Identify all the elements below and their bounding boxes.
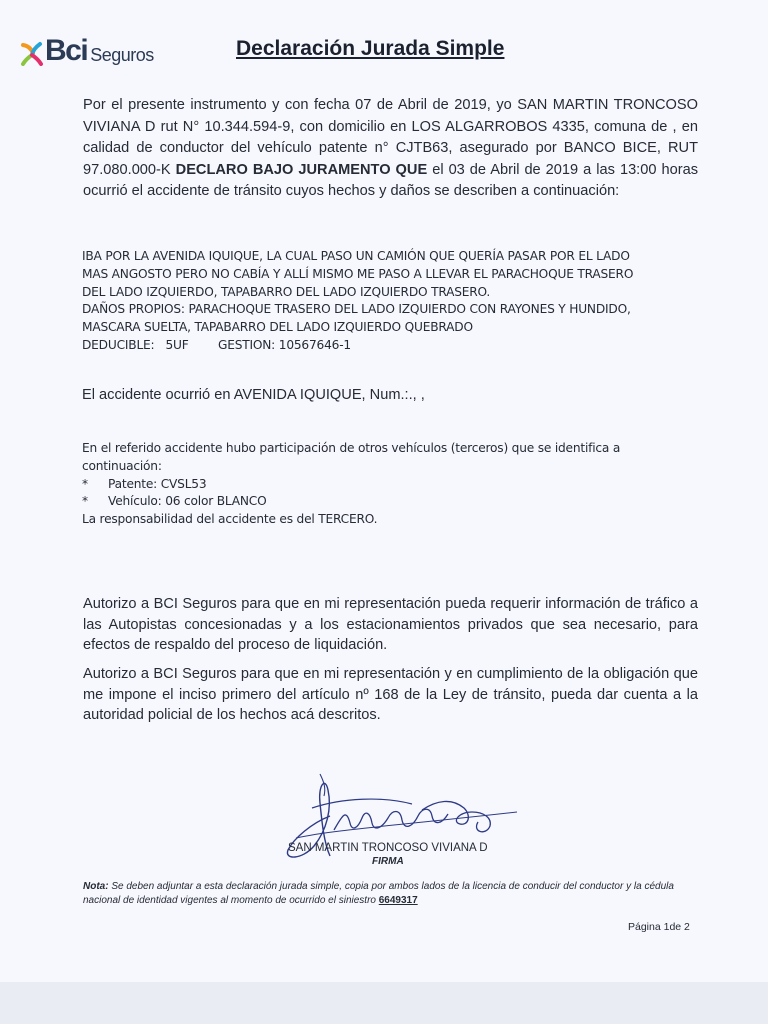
accident-narrative	[82, 248, 702, 355]
narrative-line: MASCARA SUELTA, TAPABARRO DEL LADO IZQUIERDO QUEBRADO	[82, 320, 473, 335]
authorization-paragraph-1: Autorizo a BCI Seguros para que en mi representación pueda requerir información de tráfico a las Autopistas concesionadas y a los estacionamientos privados que sea necesario, para efectos de respaldo del proceso de liquidación.	[83, 596, 698, 653]
narrative-line: DEDUCIBLE: 5UF GESTION: 10567646-1	[82, 337, 351, 352]
note-text: Se deben adjuntar a esta declaración jurada simple, copia por ambos lados de la licencia de conducir del conductor y la cédula nacional de identidad vigentes al momento de ocurrido el siniestro	[83, 881, 674, 906]
logo-product-text: Seguros	[90, 45, 154, 65]
third-party-section	[82, 440, 692, 529]
intro-text-2: el 03 de Abril de 2019 a las 13:00 horas ocurrió el accidente de tránsito cuyos hechos y daños se describen a continuación:	[83, 161, 698, 199]
bci-seguros-logo	[20, 32, 154, 66]
third-party-intro: En el referido accidente hubo participación de otros vehículos (terceros) que se identifica a continuación:	[82, 441, 621, 473]
accident-location: El accidente ocurrió en AVENIDA IQUIQUE, Num.:., ,	[82, 387, 425, 403]
intro-paragraph	[83, 95, 698, 203]
logo-brand-text: Bci	[45, 34, 88, 67]
footnote	[83, 880, 683, 908]
list-item	[82, 476, 692, 494]
signer-name: SAN MARTIN TRONCOSO VIVIANA D	[288, 842, 488, 854]
note-label: Nota:	[83, 881, 109, 892]
declaration-phrase: DECLARO BAJO JURAMENTO QUE	[175, 161, 428, 178]
narrative-line: DEL LADO IZQUIERDO, TAPABARRO DEL LADO IZQUIERDO TRASERO.	[82, 284, 491, 299]
bullet-star: *	[82, 494, 88, 509]
third-party-vehicle: Vehículo: 06 color BLANCO	[108, 494, 267, 509]
authorization-paragraph-2: Autorizo a BCI Seguros para que en mi representación y en cumplimiento de la obligación que me impone el inciso primero del artículo nº 168 de la Ley de tránsito, pueda dar cuenta a la autoridad policial de los hechos acá descritos.	[83, 666, 698, 723]
intro-text-1: Por el presente instrumento y con fecha 07 de Abril de 2019, yo SAN MARTIN TRONCOSO VIVIANA D rut N° 10.344.594-9, con domicilio en LOS ALGARROBOS 4335, comuna de , en calidad de conductor del vehículo patente n° CJTB63, asegurado por BANCO BICE, RUT 97.080.000-K	[83, 97, 698, 178]
list-item	[82, 493, 692, 511]
signature-caption: FIRMA	[372, 856, 404, 867]
bci-logo-mark-icon	[20, 36, 44, 66]
scan-edge	[0, 982, 768, 1024]
narrative-line: MAS ANGOSTO PERO NO CABÍA Y ALLÍ MISMO ME PASO A LLEVAR EL PARACHOQUE TRASERO	[82, 266, 634, 281]
document-title: Declaración Jurada Simple	[236, 37, 505, 60]
responsibility-statement: La responsabilidad del accidente es del TERCERO.	[82, 512, 378, 527]
page-number: Página 1de 2	[628, 921, 690, 933]
narrative-line: DAÑOS PROPIOS: PARACHOQUE TRASERO DEL LADO IZQUIERDO CON RAYONES Y HUNDIDO,	[82, 302, 631, 317]
narrative-line: IBA POR LA AVENIDA IQUIQUE, LA CUAL PASO UN CAMIÓN QUE QUERÍA PASAR POR EL LADO	[82, 249, 630, 263]
bullet-star: *	[82, 476, 88, 491]
third-party-plate: Patente: CVSL53	[108, 476, 207, 491]
claim-number: 6649317	[378, 895, 418, 906]
